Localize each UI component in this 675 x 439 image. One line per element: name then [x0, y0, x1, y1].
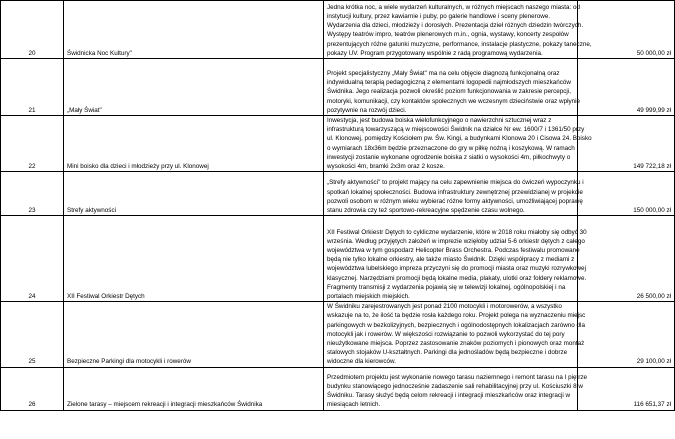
description-line: Występy teatrów impro, teatrów plenerowych m.in., ognia, wystawy, koncerty zespołów	[327, 31, 569, 39]
project-name: Świdnicka Noc Kultury"	[64, 1, 324, 59]
description-line: budynku stanowiącego jednocześnie zadaszenie sali rehabilitacyjnej przy ul. Kościuszki 8 w	[327, 383, 583, 391]
description-line: pozytywnie na rozwój dzieci.	[327, 106, 407, 114]
row-number: 21	[1, 59, 64, 116]
description-line: indywidualną terapią pedagogiczną z elementami logopedii najmłodszych mieszkańców	[327, 79, 571, 87]
project-amount: 150 000,00 zł	[578, 172, 675, 216]
description-line: województwa lubelskiego impreza przyczyni się do promocji miasta oraz muzyki rozrywkowej	[327, 265, 586, 273]
project-name: Zielone tarasy – miejscem rekreacji i integracji mieszkańców Świdnika	[64, 367, 324, 410]
project-name: Bezpieczne Parkingi dla motocykli i rowerów	[64, 302, 324, 367]
project-description	[324, 367, 588, 410]
description-line: pokazy UV. Program przygotowany wspólnie z radą programową wydarzenia.	[327, 49, 543, 57]
table-row	[1, 302, 675, 367]
project-amount: 116 651,37 zł	[578, 367, 675, 410]
description-line: prezentujących różne gatunki muzyczne, performance, instalacje plastyczne, pokazy taneczne,	[327, 40, 592, 48]
description-line: „Strefy aktywności" to projekt mający na celu zapewnienie miejsca do ćwiczeń wypoczynku i	[327, 179, 584, 187]
project-amount: 49 999,99 zł	[578, 59, 675, 116]
description-line: Przedmiotem projektu jest wykonanie nowego tarasu naziemnego i remont tarasu na I piętrze	[327, 373, 588, 381]
row-number: 24	[1, 216, 64, 302]
description-line: wskazuje na to, że ilość ta będzie rosła każdego roku. Projekt polega na wyznaczeniu miejsc	[327, 312, 586, 320]
description-line: Świdnika. Jego realizacja pozwoli określić poziom funkcjonowania w zakresie percepcji,	[327, 88, 571, 96]
description-line: województwa w tym gospodarz Helicopter Brass Orchestra. Podczas festiwalu promowane	[327, 247, 580, 254]
description-line: widoczne dla kierowców.	[327, 358, 396, 366]
description-line: ul. Klonowej, pomiędzy Kościołem pw. Św. Kingi, a budynkami Klonowa 20 i Cisowa 24. Boisko	[327, 135, 592, 143]
project-description	[324, 172, 584, 216]
description-line: motocykli jak i rowerów. W większości rozwiązanie to pozwoli wykorzystać do tej pory	[327, 330, 565, 338]
description-line: parkingowych w bezkolizyjnych, bezpiecznych i ogólnodostępnych lokalizacjach zarówno dla	[327, 321, 585, 329]
table-row	[1, 116, 675, 172]
table-row	[1, 1, 675, 59]
table-row	[1, 172, 675, 216]
row-number: 23	[1, 172, 64, 216]
project-description	[324, 216, 587, 302]
table-row	[1, 59, 675, 116]
description-line: Świdniku. Tarasy służyć będą celom rekreacji i integracji mieszkańców oraz integracji w	[327, 392, 571, 400]
row-number: 25	[1, 302, 64, 367]
description-line: XII Festiwal Orkiestr Dętych to cykliczne wydarzenie, które w 2018 roku miałoby się odbyć 30	[327, 228, 587, 236]
description-line: instytucji kultury, przez kawiarnie i puby, po galerie handlowe i sceny plenerowe.	[327, 12, 551, 20]
project-description	[324, 302, 586, 367]
description-line: Projekt specjalistyczny „Mały Świat" ma na celu objęcie diagnozą funkcjonalną oraz	[327, 69, 560, 77]
project-name: Strefy aktywności	[64, 172, 324, 216]
description-line: infrastrukturą towarzyszącą w miejscowości Świdnik na działce Nr ew. 1600/7 i 1361/50 przy	[327, 126, 585, 134]
description-line: wysokości 4m, bramki 2x3m oraz 2 kosze.	[327, 163, 445, 171]
project-name: „Mały Świat"	[64, 59, 324, 116]
description-line: W Świdniku zarejestrowanych jest ponad 2100 motocykli i motorowerów, a wszystko	[327, 303, 562, 311]
table-row	[1, 216, 675, 302]
row-number: 22	[1, 116, 64, 172]
table-row	[1, 367, 675, 410]
description-line: stanu zdrowia czy też sportowo-rekreacyjne spędzenie czasu wolnego.	[327, 207, 525, 215]
description-line: motoryki, komunikacji, czy kontaktów społecznych we wczesnym dzieciństwie oraz wpłynie	[327, 97, 581, 105]
description-line: będą nie tylko lokalne orkiestry, ale także miasto Świdnik. Dzięki współpracy z mediami z	[327, 256, 575, 264]
project-name: XII Festiwal Orkiestr Dętych	[64, 216, 324, 302]
project-amount: 149 722,18 zł	[578, 116, 675, 172]
description-line: spotkań lokalnej społeczności. Budowa infrastruktury zewnętrznej przewidzianej w projekcie	[327, 188, 583, 196]
description-line: Inwestycja, jest budowa boiska wielofunkcyjnego o nawierzchni sztucznej wraz z	[327, 117, 552, 124]
description-line: portalach miejskich miejskich.	[327, 293, 410, 301]
project-name: Mini boisko dla dzieci i młodzieży przy ul. Klonowej	[64, 116, 324, 172]
description-line: Wydarzenia dla dzieci, młodzieży i dorosłych. Prezentacja dzieł różnych dziedzin twórczych.	[327, 22, 584, 30]
project-description	[324, 59, 581, 116]
description-line: inwestycji zostanie wykonane ogrodzenie boiska z siatki o wysokości 4m, piłkochwyty o	[327, 153, 571, 161]
project-amount: 29 100,00 zł	[578, 302, 675, 367]
description-line: pozwoli osobom w różnym wieku wybierać różne formy aktywności, umożliwiającej poprawę	[327, 197, 583, 205]
project-description	[324, 1, 592, 59]
description-line: stalowych stojaków U-kształtnych. Parkingi dla jednośladów będą bezpieczne i dobrze	[327, 349, 568, 357]
row-number: 20	[1, 1, 64, 59]
description-line: września. Według przyjętych założeń w imprezie wzięłoby udział 5-6 orkiestr dętych z całego	[327, 237, 585, 245]
description-line: nieużytkowane miejsca. Poprzez zastosowanie znaków poziomych i pionowych oraz montaż	[327, 340, 585, 348]
project-description	[324, 116, 592, 172]
description-line: Jedna krótka noc, a wiele wydarzeń kulturalnych, w różnych miejscach naszego miasta: od	[327, 3, 581, 11]
description-line: Fragmenty transmisji z wydarzenia pojawią się w telewizji lokalnej, ogólnopolskiej i na	[327, 283, 566, 291]
project-amount: 26 500,00 zł	[578, 216, 675, 302]
description-line: o wymiarach 18x36m będzie przeznaczone do gry w piłkę nożną i koszykową. W ramach	[327, 144, 575, 152]
description-line: miesiącach letnich.	[327, 401, 381, 409]
description-line: klasycznej. Narzędziami promocji będą lokalne media, plakaty, ulotki oraz foldery reklamowe.	[327, 274, 587, 282]
project-amount: 50 000,00 zł	[578, 1, 675, 59]
row-number: 26	[1, 367, 64, 410]
